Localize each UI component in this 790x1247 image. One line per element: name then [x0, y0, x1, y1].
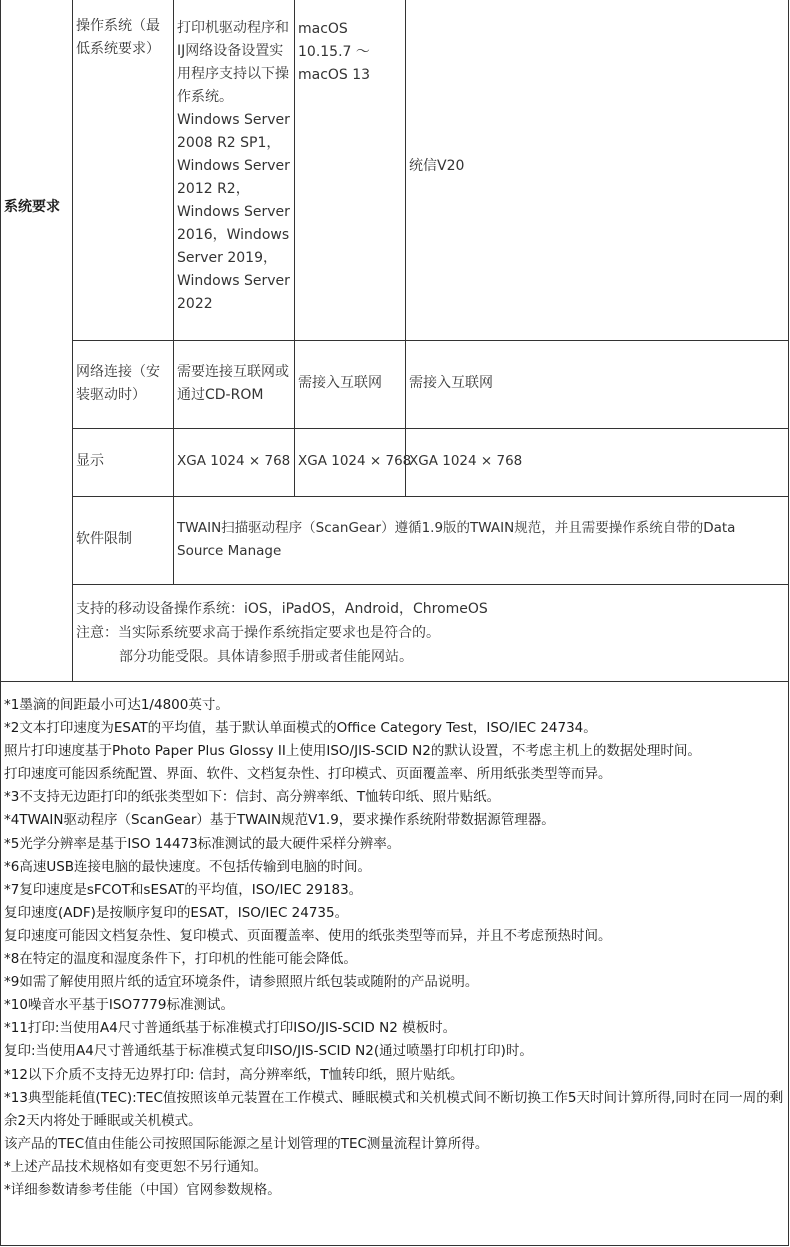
support-block	[76, 597, 488, 669]
support-note: 注意：当实际系统要求高于操作系统指定要求也是符合的。	[76, 625, 440, 641]
display-macos: XGA 1024 × 768	[298, 453, 412, 469]
mobile-os-support: 支持的移动设备操作系统：iOS，iPadOS，Android，ChromeOS	[76, 601, 488, 617]
footnote: *7复印速度是sFCOT和sESAT的平均值，ISO/IEC 29183。	[4, 881, 363, 898]
support-note-2: 部分功能受限。具体请参照手册或者佳能网站。	[119, 649, 413, 665]
os-tongxin: 统信V20	[409, 158, 465, 174]
display-windows: XGA 1024 × 768	[177, 453, 291, 469]
divider	[72, 584, 789, 585]
row-label-os: 操作系统（最低系统要求）	[76, 18, 160, 57]
footnote: *8在特定的温度和湿度条件下，打印机的性能可能会降低。	[4, 951, 357, 968]
footnote: 复印速度可能因文档复杂性、复印模式、页面覆盖率、使用的纸张类型等而异，并且不考虑预热时间。	[4, 927, 612, 944]
row-label-network: 网络连接（安装驱动时）	[76, 364, 160, 403]
footnote: *详细参数请参考佳能（中国）官网参数规格。	[4, 1181, 281, 1198]
row-label-display: 显示	[76, 453, 104, 469]
footnote: *2文本打印速度为ESAT的平均值，基于默认单面模式的Office Category Test，ISO/IEC 24734。	[4, 720, 597, 737]
footnote: *13典型能耗值(TEC):TEC值按照该单元装置在工作模式、睡眠模式和关机模式间不断切换工作5天时间计算所得,同时在同一周的剩余2天内将处于睡眠或关机模式。	[4, 1089, 784, 1129]
software-restriction: TWAIN扫描驱动程序（ScanGear）遵循1.9版的TWAIN规范，并且需要操作系统自带的Data Source Manage	[177, 520, 736, 559]
network-windows: 需要连接互联网或通过CD-ROM	[177, 364, 289, 403]
divider	[294, 0, 295, 496]
divider	[405, 0, 406, 496]
footnote: 复印:当使用A4尺寸普通纸基于标准模式复印ISO/JIS-SCID N2(通过喷墨打印机打印)时。	[4, 1043, 533, 1060]
network-macos: 需接入互联网	[298, 375, 382, 391]
footnote: *5光学分辨率是基于ISO 14473标准测试的最大硬件采样分辨率。	[4, 835, 401, 852]
footnote: *9如需了解使用照片纸的适宜环境条件，请参照照片纸包装或随附的产品说明。	[4, 974, 479, 991]
footnote: 复印速度(ADF)是按顺序复印的ESAT，ISO/IEC 24735。	[4, 904, 349, 921]
footnote: *4TWAIN驱动程序（ScanGear）基于TWAIN规范V1.9，要求操作系统附带数据源管理器。	[4, 812, 555, 829]
category-label: 系统要求	[4, 199, 60, 215]
row-label-software: 软件限制	[76, 531, 132, 547]
footnote: 照片打印速度基于Photo Paper Plus Glossy II上使用ISO/JIS-SCID N2的默认设置，不考虑主机上的数据处理时间。	[4, 743, 701, 760]
footnote: 打印速度可能因系统配置、界面、软件、文档复杂性、打印模式、页面覆盖率、所用纸张类型等而异。	[4, 766, 612, 783]
os-windows: 打印机驱动程序和IJ网络设备设置实用程序支持以下操作系统。 Windows Server 2008 R2 SP1，Windows Server 2012 R2，Windows Server 2016，Windows Server 2019，Windows Server 2022	[177, 20, 290, 312]
divider	[72, 496, 789, 497]
divider	[72, 340, 789, 341]
divider	[72, 428, 789, 429]
footnote: *11打印:当使用A4尺寸普通纸基于标准模式打印ISO/JIS-SCID N2 模板时。	[4, 1020, 457, 1037]
network-tongxin: 需接入互联网	[409, 375, 493, 391]
display-tongxin: XGA 1024 × 768	[409, 453, 523, 469]
footnote: *3不支持无边距打印的纸张类型如下：信封、高分辨率纸、T恤转印纸、照片贴纸。	[4, 789, 501, 806]
footnote: 该产品的TEC值由佳能公司按照国际能源之星计划管理的TEC测量流程计算所得。	[4, 1135, 489, 1152]
footnote: *6高速USB连接电脑的最快速度。不包括传输到电脑的时间。	[4, 858, 372, 875]
footnote: *1墨滴的间距最小可达1/4800英寸。	[4, 697, 229, 713]
footnotes	[4, 694, 786, 1202]
os-macos: macOS 10.15.7 ～ macOS 13	[298, 21, 371, 83]
footnote: *上述产品技术规格如有变更恕不另行通知。	[4, 1158, 268, 1175]
divider	[0, 681, 789, 682]
footnote: *12以下介质不支持无边界打印: 信封，高分辨率纸，T恤转印纸，照片贴纸。	[4, 1066, 464, 1083]
footnote: *10噪音水平基于ISO7779标准测试。	[4, 997, 234, 1014]
